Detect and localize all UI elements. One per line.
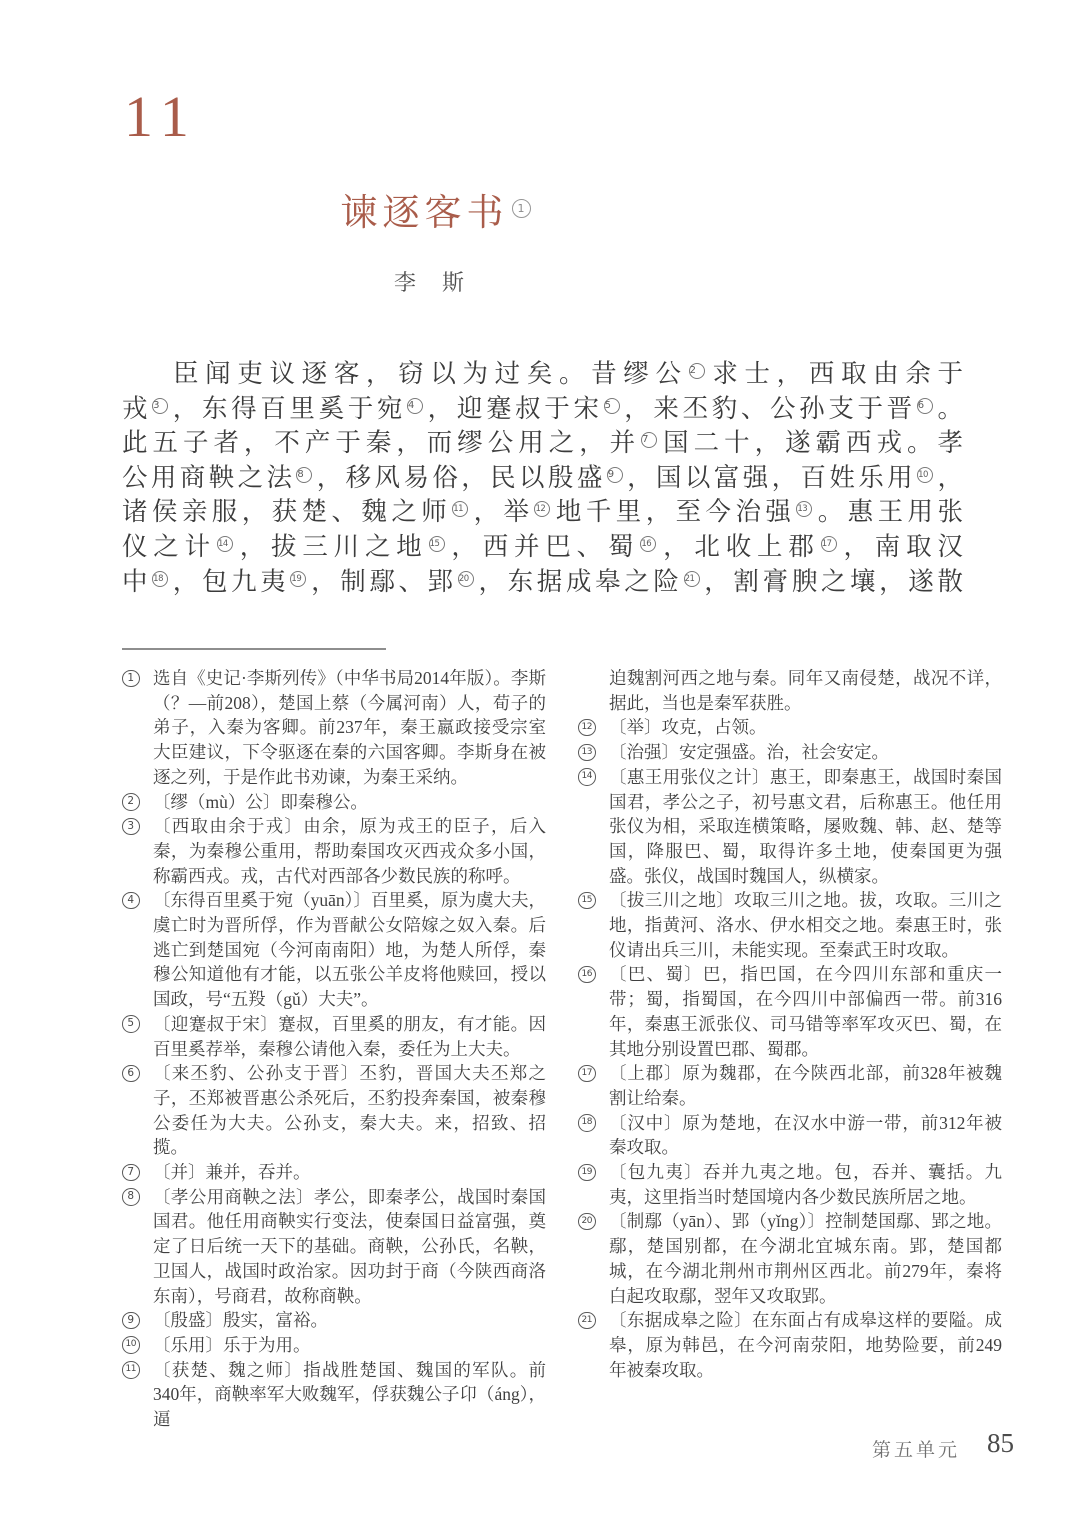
note-ref-icon: 13 — [796, 501, 812, 517]
footnote-number-icon: 2 — [122, 793, 140, 811]
footnote-item — [122, 1308, 546, 1333]
footnote-text: 〔制鄢（yān）、郢（yǐng）〕控制楚国鄢、郢之地。鄢，楚国别都，在今湖北宜城东南。郢，楚国都城，在今湖北荆州市荆州区西北。前279年，秦将白起攻取鄢，翌年又攻取郢。 — [609, 1211, 1002, 1306]
note-ref-icon: 10 — [917, 467, 933, 483]
footnote-item — [122, 666, 546, 790]
lesson-title-row — [0, 182, 872, 236]
note-ref-icon: 21 — [684, 571, 700, 587]
footnote-text: 〔惠王用张仪之计〕惠王，即秦惠王，战国时秦国国君，孝公之子，初号惠文君，后称惠王。他任用张仪为相，采取连横策略，屡败魏、韩、赵、楚等国，降服巴、蜀，取得许多土地，使秦国更为强盛。张仪，战国时魏国人，纵横家。 — [609, 766, 1002, 886]
note-ref-icon: 17 — [821, 536, 837, 552]
note-ref-icon: 8 — [296, 467, 312, 483]
note-ref-icon: 7 — [641, 432, 657, 448]
footnote-number-icon: 17 — [578, 1065, 596, 1083]
note-ref-icon: 15 — [429, 536, 445, 552]
author-name: 李 斯 — [393, 270, 466, 295]
main-text-line: 仪之计 14 ，拔三川之地 15 ，西并巴、蜀 16 ，北收上郡 17 ，南取汉 — [122, 531, 963, 561]
footnote-number-icon: 12 — [578, 719, 596, 737]
footnote-text: 〔殷盛〕殷实，富裕。 — [153, 1310, 328, 1331]
footnote-item — [122, 1061, 546, 1160]
note-ref-icon: 14 — [217, 536, 233, 552]
note-ref-icon: 18 — [152, 571, 168, 587]
footnote-text: 选自《史记·李斯列传》（中华书局2014年版）。李斯（？—前208），楚国上蔡（今属河南）人，荀子的弟子，入秦为客卿。前237年，秦王嬴政接受宗室大臣建议，下令驱逐在秦的六国客卿。李斯身在被逐之列，于是作此书劝谏，为秦王采纳。 — [153, 668, 546, 787]
footnote-item — [122, 888, 546, 1012]
footnote-text: 〔巴、蜀〕巴，指巴国，在今四川东部和重庆一带；蜀，指蜀国，在今四川中部偏西一带。前316年，秦惠王派张仪、司马错等率军攻灭巴、蜀，在其地分别设置巴郡、蜀郡。 — [609, 964, 1002, 1059]
footnote-text: 〔西取由余于戎〕由余，原为戎王的臣子，后入秦，为秦穆公重用，帮助秦国攻灭西戎众多小国，称霸西戎。戎，古代对西部各少数民族的称呼。 — [153, 816, 546, 886]
note-ref-icon: 4 — [407, 398, 423, 414]
main-text-line: 公用商鞅之法 8 ，移风易俗，民以殷盛 9 ，国以富强，百姓乐用 10 ， — [122, 462, 963, 492]
footnote-item — [578, 1308, 1002, 1382]
note-ref-icon: 6 — [917, 398, 933, 414]
footnote-number-icon: 1 — [122, 670, 140, 688]
footnote-item — [578, 1061, 1002, 1110]
footnote-number-icon: 9 — [122, 1312, 140, 1330]
page-footer — [0, 1428, 1080, 1468]
footnote-item — [122, 1160, 546, 1185]
footnote-item — [122, 790, 546, 815]
footnote-text: 〔并〕兼并，吞并。 — [153, 1162, 311, 1183]
note-ref-icon: 3 — [152, 398, 168, 414]
footnote-text: 迫魏割河西之地与秦。同年又南侵楚，战况不详，据此，当也是秦军获胜。 — [609, 668, 1002, 713]
footnote-text: 〔拔三川之地〕攻取三川之地。拔，攻取。三川之地，指黄河、洛水、伊水相交之地。秦惠王时，张仪请出兵三川，未能实现。至秦武王时攻取。 — [609, 890, 1002, 960]
footnote-item — [578, 1111, 1002, 1160]
footnotes-right-column — [578, 666, 1002, 1382]
footnote-number-icon: 21 — [578, 1312, 596, 1330]
main-text-line: 戎 3 ，东得百里奚于宛 4 ，迎蹇叔于宋 5 ，来丕豹、公孙支于晋 6 。 — [122, 393, 963, 423]
footnote-text: 〔迎蹇叔于宋〕蹇叔，百里奚的朋友，有才能。因百里奚荐举，秦穆公请他入秦，委任为上大夫。 — [153, 1013, 546, 1059]
footnote-text: 〔获楚、魏之师〕指战胜楚国、魏国的军队。前340年，商鞅率军大败魏军，俘获魏公子卬（áng），逼 — [153, 1359, 546, 1430]
footnote-text: 〔乐用〕乐于为用。 — [153, 1334, 311, 1355]
footnote-text: 〔东据成皋之险〕在东面占有成皋这样的要隘。成皋，原为韩邑，在今河南荥阳，地势险要，前249年被秦攻取。 — [609, 1310, 1002, 1380]
footnote-item — [122, 1333, 546, 1358]
footnote-item — [122, 814, 546, 888]
footnote-number-icon: 19 — [578, 1164, 596, 1182]
title-footnote-ref-icon — [509, 202, 532, 229]
footnote-text: 〔来丕豹、公孙支于晋〕丕豹，晋国大夫丕郑之子，丕郑被晋惠公杀死后，丕豹投奔秦国，被秦穆公委任为大夫。公孙支，秦大夫。来，招致、招揽。 — [153, 1063, 546, 1158]
footnote-number-icon: 20 — [578, 1213, 596, 1231]
note-ref-icon: 5 — [604, 398, 620, 414]
footnote-item — [122, 1012, 546, 1061]
footnote-number-icon: 16 — [578, 966, 596, 984]
note-ref-icon: 1 — [512, 199, 531, 218]
footnote-number-icon: 13 — [578, 744, 596, 762]
note-ref-icon: 20 — [458, 571, 474, 587]
main-text-paragraph — [122, 357, 963, 599]
footnote-number-icon: 8 — [122, 1188, 140, 1206]
footnote-number-icon: 18 — [578, 1114, 596, 1132]
footnote-number-icon: 11 — [122, 1361, 140, 1379]
footnote-number-icon: 3 — [122, 818, 140, 836]
note-ref-icon: 19 — [290, 571, 306, 587]
lesson-title: 谏逐客书 — [340, 193, 509, 234]
footnote-text: 〔孝公用商鞅之法〕孝公，即秦孝公，战国时秦国国君。他任用商鞅实行变法，使秦国日益富强，奠定了日后统一天下的基础。商鞅，公孙氏，名鞅，卫国人，战国时政治家。因功封于商（今陕西商洛东南），号商君，故称商鞅。 — [153, 1186, 546, 1306]
footnote-text: 〔汉中〕原为楚地，在汉水中游一带，前312年被秦攻取。 — [609, 1112, 1002, 1158]
note-ref-icon: 9 — [607, 467, 623, 483]
page-number: 85 — [987, 1428, 1014, 1458]
main-text-line: 臣闻吏议逐客，窃以为过矣。昔缪公 2 求士，西取由余于 — [173, 359, 963, 388]
footnote-number-icon: 10 — [122, 1336, 140, 1354]
unit-label: 第五单元 — [871, 1440, 960, 1461]
footnote-number-icon: 5 — [122, 1015, 140, 1033]
note-ref-icon: 12 — [534, 501, 550, 517]
footnote-item — [578, 765, 1002, 889]
note-ref-icon: 2 — [689, 363, 705, 379]
footnotes-left-column — [122, 666, 546, 1432]
footnote-continuation — [578, 666, 1002, 715]
note-ref-icon: 11 — [452, 501, 468, 517]
footnote-divider-line — [122, 648, 386, 650]
footnote-text: 〔治强〕安定强盛。治，社会安定。 — [609, 742, 889, 763]
footnote-item — [578, 962, 1002, 1061]
footnote-number-icon: 7 — [122, 1164, 140, 1182]
footnote-text: 〔包九夷〕吞并九夷之地。包，吞并、囊括。九夷，这里指当时楚国境内各少数民族所居之地。 — [609, 1162, 1002, 1207]
main-text-line: 中 18 ，包九夷 19 ，制鄢、郢 20 ，东据成皋之险 21 ，割膏腴之壤，遂散 — [122, 566, 963, 596]
main-text-line: 诸侯亲服，获楚、魏之师 11 ，举 12 地千里，至今治强 13 。惠王用张 — [122, 497, 963, 527]
footnote-item — [578, 740, 1002, 765]
footnote-number-icon: 14 — [578, 768, 596, 786]
footnote-item — [578, 715, 1002, 740]
footnote-item — [578, 1209, 1002, 1308]
footnote-item — [122, 1358, 546, 1432]
footnote-text: 〔举〕攻克，占领。 — [609, 717, 767, 738]
footnote-number-icon: 15 — [578, 892, 596, 910]
footnote-item — [578, 1160, 1002, 1209]
footnote-number-icon: 6 — [122, 1065, 140, 1083]
note-ref-icon: 16 — [640, 536, 656, 552]
footnote-text: 〔东得百里奚于宛（yuān）〕百里奚，原为虞大夫，虞亡时为晋所俘，作为晋献公女陪嫁之奴入秦。后逃亡到楚国宛（今河南南阳）地，为楚人所俘，秦穆公知道他有才能，以五张公羊皮将他赎回，授以国政，号“五羖（gǔ）大夫”。 — [153, 890, 546, 1010]
footnote-item — [578, 888, 1002, 962]
footnote-number-icon: 4 — [122, 892, 140, 910]
main-text-line: 此五子者，不产于秦，而缪公用之，并 7 国二十，遂霸西戎。孝 — [122, 428, 963, 458]
footnote-text: 〔上郡〕原为魏郡，在今陕西北部，前328年被魏割让给秦。 — [609, 1063, 1002, 1108]
footnote-text: 〔缪（mù）公〕即秦穆公。 — [153, 791, 368, 812]
lesson-number: 11 — [124, 84, 198, 149]
footnote-item — [122, 1185, 546, 1309]
